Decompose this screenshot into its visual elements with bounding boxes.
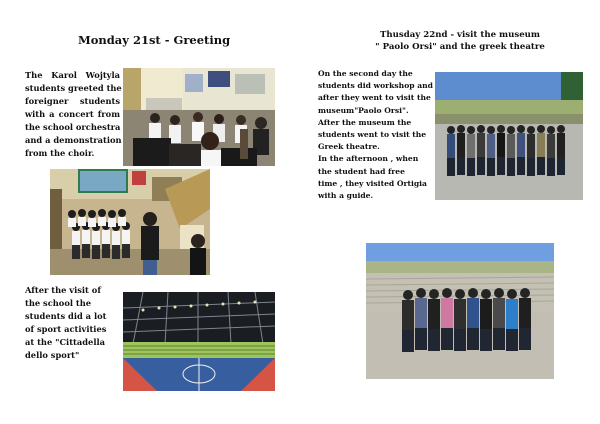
greeting-line: students greeted the	[25, 83, 122, 93]
greeting-line: and a demonstration	[25, 135, 122, 145]
greek-theatre-group-photo-2	[366, 243, 554, 379]
sport-line: the school the	[25, 298, 92, 308]
right-title-line-1: Thusday 22nd - visit the museum	[379, 30, 541, 40]
greeting-line: foreigner students	[25, 96, 120, 106]
sport-line: of sport activities	[25, 324, 107, 334]
museum-line: after they went to visit the	[318, 93, 431, 103]
sport-text	[25, 284, 121, 362]
museum-line: In the afternoon , when	[318, 154, 419, 164]
museum-line: with a guide.	[318, 191, 374, 201]
sport-line: dello sport"	[25, 350, 80, 360]
museum-line: On the second day the	[318, 69, 413, 78]
sports-hall-photo	[123, 292, 275, 391]
sport-line: After the visit of	[25, 285, 101, 295]
museum-line: After the museum the	[318, 117, 412, 127]
sport-line: students did a lot	[25, 311, 107, 321]
greeting-text	[25, 69, 120, 160]
left-page-title: Monday 21st - Greeting	[78, 33, 231, 47]
museum-line: Greek theatre.	[318, 142, 380, 152]
museum-line: students went to visit the	[318, 130, 427, 140]
sport-line: at the "Cittadella	[25, 337, 106, 347]
museum-line: museum"Paolo Orsi".	[318, 105, 409, 115]
museum-line: the student had free	[318, 166, 405, 176]
greeting-line: with a concert from	[25, 109, 120, 119]
greeting-line: the school orchestra	[25, 122, 121, 132]
greeting-line: from the choir.	[25, 148, 95, 158]
museum-line: time , they visited Ortigia	[318, 178, 427, 188]
greeting-line: The Karol Wojtyla	[25, 70, 120, 80]
orchestra-photo	[123, 68, 275, 166]
museum-line: students did workshop and	[318, 81, 433, 91]
museum-text	[318, 68, 440, 202]
choir-photo	[50, 169, 210, 275]
right-title-line-2: " Paolo Orsi" and the greek theatre	[375, 42, 545, 52]
right-page-title	[340, 29, 580, 53]
greek-theatre-group-photo	[435, 72, 583, 200]
